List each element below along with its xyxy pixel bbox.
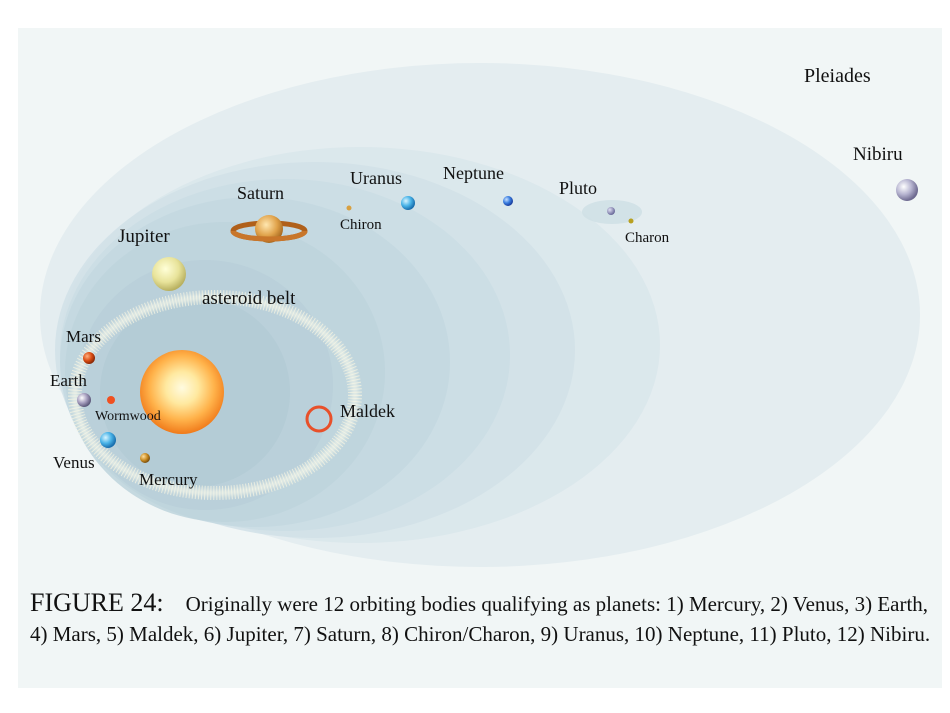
earth-planet-icon <box>77 393 91 407</box>
label-mercury: Mercury <box>139 470 198 489</box>
neptune-planet-icon <box>503 196 513 206</box>
label-asteroid-belt: asteroid belt <box>202 288 296 309</box>
label-wormwood: Wormwood <box>95 409 161 424</box>
pluto-planet-icon <box>607 207 615 215</box>
mars-planet-icon <box>83 352 95 364</box>
label-chiron: Chiron <box>340 217 382 233</box>
label-jupiter: Jupiter <box>118 226 170 247</box>
label-mars: Mars <box>66 327 101 346</box>
wormwood-planet-icon <box>107 396 115 404</box>
figure-label: FIGURE 24: <box>30 588 164 617</box>
mercury-planet-icon <box>140 453 150 463</box>
nibiru-planet-icon <box>896 179 918 201</box>
label-maldek: Maldek <box>340 401 395 421</box>
label-venus: Venus <box>53 453 95 472</box>
label-pluto: Pluto <box>559 178 598 198</box>
orbit-rings <box>40 63 920 567</box>
figure-caption <box>30 588 940 649</box>
label-neptune: Neptune <box>443 163 504 183</box>
charon-planet-icon <box>629 219 634 224</box>
label-saturn: Saturn <box>237 183 284 203</box>
jupiter-planet-icon <box>152 257 186 291</box>
label-charon: Charon <box>625 230 670 246</box>
chiron-planet-icon <box>347 206 352 211</box>
caption-text: Originally were 12 orbiting bodies qualifying as planets: 1) Mercury, 2) Venus, 3) Earth, 4) Mars, 5) Maldek, 6) Jupiter, 7) Saturn, 8) Chiron/Charon, 9) Uranus, 10) Neptune, 11) Pluto, 12) Nibiru. <box>30 592 931 646</box>
label-uranus: Uranus <box>350 168 402 188</box>
label-nibiru: Nibiru <box>853 144 903 165</box>
label-earth: Earth <box>50 371 87 390</box>
uranus-planet-icon <box>401 196 415 210</box>
label-pleiades: Pleiades <box>804 65 871 87</box>
venus-planet-icon <box>100 432 116 448</box>
